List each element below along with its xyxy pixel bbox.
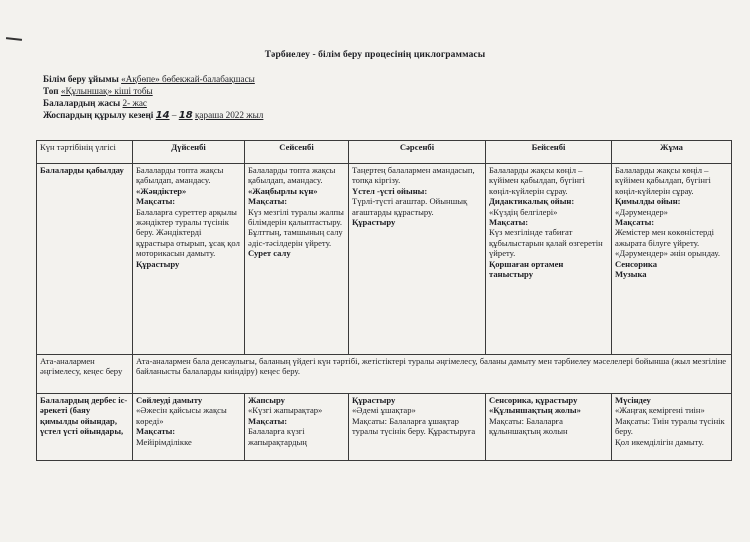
- info-organization: [43, 74, 255, 86]
- row-label-independent-activity: Балалардың дербес іс-әрекеті (баяу қимылды ойындар, үстел үсті ойындары,: [37, 394, 133, 461]
- info-period: Жоспардың құрылу кезеңі 14 – 18 қараша 2022 жыл: [43, 110, 264, 121]
- cell-line: Жапсыру: [248, 395, 285, 405]
- cell-line: Мақсаты:: [489, 217, 529, 228]
- cell-line: Балаларға күзгі жапырақтардың: [248, 426, 307, 447]
- org-value: «Ақбөпе» бөбекжай-балабақшасы: [121, 74, 255, 84]
- info-age: [43, 98, 147, 110]
- cell-line: Қол икемділігін дамыту.: [615, 436, 704, 447]
- cell-line: Түрлі-түсті ағаштар. Ойыншық ағаштарды құрастыру.: [352, 196, 468, 217]
- header-tuesday: Сейсенбі: [245, 141, 349, 164]
- cell-line: Балаларға суреттер арқылы жәндіктер туралы түсінік беру. Жәндіктерді құрастыра отырып, ұсақ қол моторикасын дамыту.: [136, 206, 240, 259]
- table-row: [37, 394, 732, 461]
- cell-line: «Жаңбырлы күн»: [248, 185, 318, 196]
- cell-line: «Әжесін қайсысы жақсы көреді»: [136, 405, 227, 426]
- cell-line: Сенсорика: [615, 258, 658, 269]
- row-label-reception: Балаларды қабылдау: [37, 164, 133, 355]
- cell-r3-fri: [612, 394, 732, 461]
- cell-r3-tue: [245, 394, 349, 461]
- period-from-handwritten: 14: [155, 110, 170, 121]
- cell-line: Балаларды топта жақсы қабылдап, амандасу.: [248, 165, 336, 186]
- table-header-row: [37, 141, 732, 164]
- cell-line: Күз мезгілінде табиғат құбылыстарын қалай өзгеретін үйрету.: [489, 227, 603, 259]
- cell-line: «Әдемі ұшақтар»: [352, 405, 416, 416]
- cell-line: «Күздің белгілері»: [489, 206, 558, 217]
- period-label: Жоспардың құрылу кезеңі: [43, 110, 154, 120]
- cell-r1-thu: [486, 164, 612, 355]
- cell-line: Мақсаты:: [136, 196, 176, 207]
- cell-line: «Күзгі жапырақтар»: [248, 405, 323, 416]
- table-row: [37, 355, 732, 394]
- cell-line: Қоршаған ортамен таныстыру: [489, 258, 564, 280]
- age-value: 2- жас: [122, 98, 147, 108]
- cell-line: «Дәрумендер»: [615, 206, 668, 217]
- cell-line: Мақсаты:: [136, 426, 176, 437]
- cell-line: Күз мезгілі туралы жалпы білімдерін қалыптастыру. Бұлттың, тамшының салу әдіс-тәсілдерін үйрету.: [248, 206, 344, 248]
- header-monday: Дүйсенбі: [133, 141, 245, 164]
- cell-line: Мақсаты:: [248, 196, 288, 207]
- table-row: [37, 164, 732, 355]
- period-rest: қараша 2022 жыл: [194, 110, 264, 120]
- cell-line: Жемістер мен көкөністерді ажырата білуге үйрету. «Дәрумендер» әнін орындау.: [615, 227, 720, 259]
- cell-line: Үстел -үсті ойыны:: [352, 185, 428, 196]
- cell-line: Құрастыру: [352, 217, 396, 228]
- row-label-parents: Ата-аналармен әңгімелесу, кеңес беру: [37, 355, 133, 394]
- cell-r3-wed: [349, 394, 486, 461]
- cell-line: Мүсіндеу: [615, 395, 651, 405]
- cell-line: Мақсаты:: [248, 415, 288, 426]
- cell-r1-tue: [245, 164, 349, 355]
- header-wednesday: Сәрсенбі: [349, 141, 486, 164]
- cell-line: Мейірімділікке: [136, 436, 192, 447]
- cell-line: Таңертең балалармен амандасып, топқа кіргізу.: [352, 165, 475, 186]
- period-to-handwritten: 18: [178, 110, 193, 121]
- cell-r3-thu: [486, 394, 612, 461]
- header-thursday: Бейсенбі: [486, 141, 612, 164]
- cell-line: Құрастыру: [136, 258, 180, 269]
- cell-r1-fri: [612, 164, 732, 355]
- cell-line: Дидактикалық ойын:: [489, 196, 575, 207]
- cell-r3-mon: [133, 394, 245, 461]
- cell-r1-mon: [133, 164, 245, 355]
- document-title: Тәрбиелеу - білім беру процесінің циклограммасы: [264, 50, 486, 60]
- cell-line: Мақсаты: Тиін туралы түсінік беру.: [615, 415, 725, 437]
- cell-r2-all-days: Ата-аналармен бала денсаулығы, баланың үйдегі күн тәртібі, жетістіктері туралы әңгімелесу, баланы дамыту мен тәрбиелеу мәселелері бойынша (жыл мезгіліне байланысты балаларды киіндіру) кеңес беру.: [133, 355, 732, 394]
- cell-line: Мақсаты: Балаларға ұшақтар туралы түсінік беру. Құрастыруға: [352, 415, 476, 437]
- org-label: Білім беру ұйымы: [43, 74, 119, 84]
- cell-line: «Жаңғақ кеміргені тиін»: [615, 405, 705, 416]
- header-friday: Жұма: [612, 141, 732, 164]
- cell-line: Сурет салу: [248, 248, 291, 259]
- group-label: Топ: [43, 86, 59, 96]
- cell-line: Құрастыру: [352, 395, 396, 405]
- cell-line: «Құлыншақтың жолы»: [489, 405, 581, 416]
- cell-line: Қимылды ойын:: [615, 196, 681, 207]
- cell-line: Балаларды жақсы көңіл – күйімен қабылдап, бүгінгі көңіл-күйлерін сұрау.: [615, 165, 711, 196]
- cell-line: Мақсаты: Балаларға құлыншақтың жолын: [489, 415, 568, 437]
- cell-line: «Жәндіктер»: [136, 185, 187, 196]
- cell-line: Сенсорика, құрастыру: [489, 395, 578, 405]
- cell-line: Сөйлеуді дамыту: [136, 395, 203, 405]
- margin-pen-mark: [6, 37, 22, 41]
- cell-line: Мақсаты:: [615, 217, 655, 228]
- cell-line: Музыка: [615, 269, 647, 280]
- cell-line: Балаларды жақсы көңіл – күйімен қабылдап, бүгінгі көңіл-күйлерін сұрау.: [489, 165, 585, 196]
- cell-line: Балаларды топта жақсы қабылдап, амандасу.: [136, 165, 224, 186]
- cell-r1-wed: [349, 164, 486, 355]
- age-label: Балалардың жасы: [43, 98, 121, 108]
- header-schedule: Күн тәртібінің үлгісі: [37, 141, 133, 164]
- group-value: «Құлыншақ» кіші тобы: [60, 86, 153, 96]
- info-group: [43, 86, 153, 98]
- cyclogram-table: [36, 140, 732, 461]
